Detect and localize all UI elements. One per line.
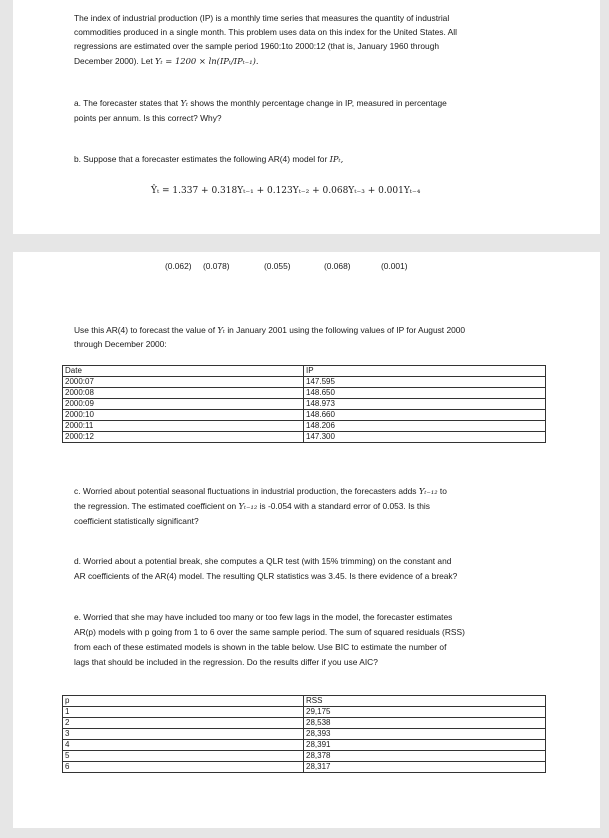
question-c-line-3: coefficient statistically significant? (74, 516, 199, 526)
question-a-line-1 (74, 96, 447, 110)
question-b-variable: IPₜ, (329, 154, 344, 164)
ar4-equation: Ŷₜ = 1.337 + 0.318Yₜ₋₁ + 0.123Yₜ₋₂ + 0.068Yₜ₋₃ + 0.001Yₜ₋₄ (151, 186, 421, 196)
intro-line-4-text: December 2000). Let (74, 56, 153, 66)
ip-date-cell: 2000:08 (63, 388, 304, 399)
table-row (63, 410, 546, 421)
ip-date-cell: 2000:11 (63, 421, 304, 432)
ip-value-cell: 147.595 (304, 377, 546, 388)
question-e-line-4: lags that should be included in the regression. Do the results differ if you use AIC? (74, 657, 378, 667)
forecast-line-2: through December 2000: (74, 339, 167, 349)
question-c-text-mid: the regression. The estimated coefficient on (74, 501, 237, 511)
rss-p-cell: 2 (63, 718, 304, 729)
forecast-text-end: in January 2001 using the following values of IP for August 2000 (227, 325, 466, 335)
ip-date-cell: 2000:09 (63, 399, 304, 410)
question-a-text-end: shows the monthly percentage change in IP, measured in percentage (190, 98, 447, 108)
question-e-line-1: e. Worried that she may have included too many or too few lags in the model, the forecaster estimates (74, 612, 453, 622)
table-row (63, 718, 546, 729)
std-error-4: (0.068) (324, 261, 351, 271)
ip-date-cell: 2000:10 (63, 410, 304, 421)
rss-value-cell: 28,391 (304, 740, 546, 751)
std-error-3: (0.055) (264, 261, 291, 271)
question-a-variable: Yₜ (180, 98, 189, 108)
std-error-2: (0.078) (203, 261, 230, 271)
intro-formula: Yₜ = 1200 × ln(IPₜ/IPₜ₋₁). (155, 56, 259, 66)
rss-value-cell: 29,175 (304, 707, 546, 718)
question-e-line-3: from each of these estimated models is shown in the table below. Use BIC to estimate the number of (74, 642, 447, 652)
question-c-text-end-2: is -0.054 with a standard error of 0.053. Is this (259, 501, 430, 511)
forecast-line-1 (74, 323, 465, 337)
table-row (63, 388, 546, 399)
ip-table (62, 365, 546, 443)
question-c-variable-1: Yₜ₋₁₂ (418, 486, 438, 496)
question-b-line (74, 152, 343, 166)
rss-value-cell: 28,538 (304, 718, 546, 729)
table-row (63, 707, 546, 718)
ip-table-header (63, 366, 546, 377)
table-row (63, 729, 546, 740)
rss-p-cell: 4 (63, 740, 304, 751)
question-c-text-end-1: to (439, 486, 447, 496)
rss-header-p: p (63, 696, 304, 707)
rss-table-header (63, 696, 546, 707)
intro-line-3: regressions are estimated over the sample period 1960:1to 2000:12 (that is, January 1960 through (74, 41, 440, 51)
question-c-text-start: c. Worried about potential seasonal fluctuations in industrial production, the forecasters adds (74, 486, 417, 496)
table-row (63, 377, 546, 388)
question-d-line-1: d. Worried about a potential break, she computes a QLR test (with 15% trimming) on the constant and (74, 556, 452, 566)
intro-line-1: The index of industrial production (IP) is a monthly time series that measures the quantity of industrial (74, 13, 450, 23)
intro-line-4 (74, 54, 259, 68)
question-b-text: b. Suppose that a forecaster estimates the following AR(4) model for (74, 154, 328, 164)
table-row (63, 762, 546, 773)
document-page-1 (13, 0, 600, 234)
rss-value-cell: 28,378 (304, 751, 546, 762)
question-a-line-2: points per annum. Is this correct? Why? (74, 113, 222, 123)
ip-value-cell: 147.300 (304, 432, 546, 443)
intro-line-2: commodities produced in a single month. This problem uses data on this index for the United States. All (74, 27, 457, 37)
ip-date-cell: 2000:12 (63, 432, 304, 443)
rss-p-cell: 6 (63, 762, 304, 773)
table-row (63, 432, 546, 443)
std-error-1: (0.062) (165, 261, 192, 271)
ip-value-cell: 148.650 (304, 388, 546, 399)
rss-header-rss: RSS (304, 696, 546, 707)
question-c-line-2 (74, 499, 430, 513)
ip-value-cell: 148.660 (304, 410, 546, 421)
ip-header-ip: IP (304, 366, 546, 377)
question-e-line-2: AR(p) models with p going from 1 to 6 over the same sample period. The sum of squared residuals (RSS) (74, 627, 465, 637)
table-row (63, 751, 546, 762)
rss-p-cell: 3 (63, 729, 304, 740)
ip-value-cell: 148.973 (304, 399, 546, 410)
document-page-2 (13, 252, 600, 828)
forecast-text-start: Use this AR(4) to forecast the value of (74, 325, 216, 335)
question-d-line-2: AR coefficients of the AR(4) model. The resulting QLR statistics was 3.45. Is there evidence of a break? (74, 571, 458, 581)
table-row (63, 421, 546, 432)
ip-value-cell: 148.206 (304, 421, 546, 432)
table-row (63, 740, 546, 751)
ip-date-cell: 2000:07 (63, 377, 304, 388)
rss-value-cell: 28,393 (304, 729, 546, 740)
question-a-text-start: a. The forecaster states that (74, 98, 179, 108)
rss-p-cell: 1 (63, 707, 304, 718)
rss-value-cell: 28,317 (304, 762, 546, 773)
rss-table (62, 695, 546, 773)
table-row (63, 399, 546, 410)
rss-p-cell: 5 (63, 751, 304, 762)
forecast-variable: Yₜ (217, 325, 225, 335)
question-c-variable-2: Yₜ₋₁₂ (238, 501, 258, 511)
question-c-line-1 (74, 484, 447, 498)
ip-header-date: Date (63, 366, 304, 377)
std-error-5: (0.001) (381, 261, 408, 271)
